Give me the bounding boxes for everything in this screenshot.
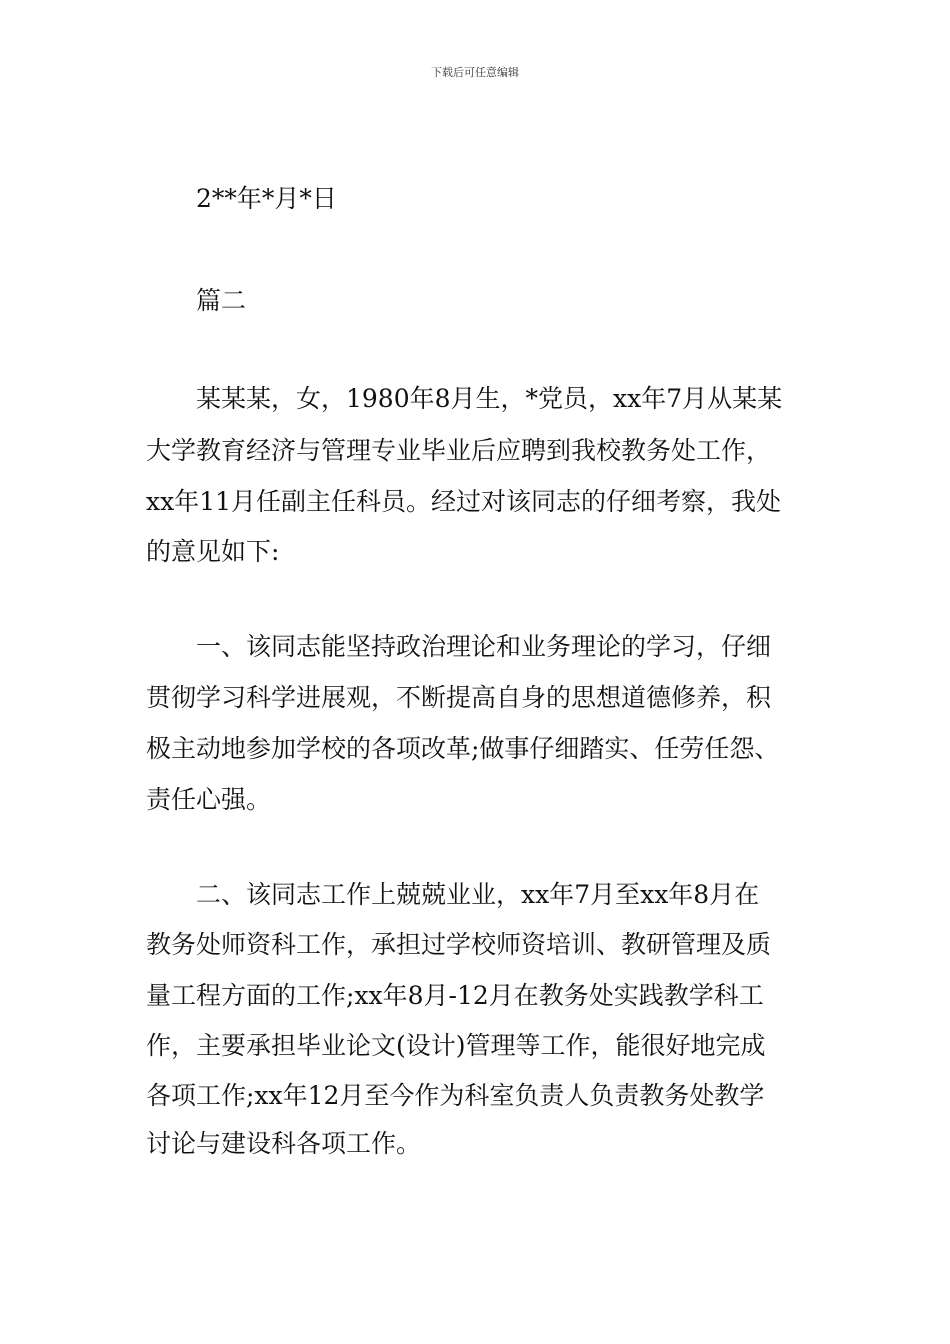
paragraph-line: 大学教育经济与管理专业毕业后应聘到我校教务处工作， [146, 436, 772, 465]
paragraph-line: 一、该同志能坚持政治理论和业务理论的学习，仔细 [196, 632, 772, 661]
paragraph-line: 讨论与建设科各项工作。 [146, 1129, 422, 1158]
paragraph-line: 某某某，女，1980年8月生，*党员，xx年7月从某某 [196, 384, 783, 413]
paragraph-line: 各项工作;xx年12月至今作为科室负责人负责教务处教学 [146, 1081, 765, 1110]
paragraph-line: 贯彻学习科学进展观，不断提高自身的思想道德修养，积 [146, 683, 772, 712]
paragraph-line: 教务处师资科工作，承担过学校师资培训、教研管理及质 [146, 930, 772, 959]
paragraph-line: 二、该同志工作上兢兢业业，xx年7月至xx年8月在 [196, 880, 760, 909]
paragraph-line: xx年11月任副主任科员。经过对该同志的仔细考察，我处 [146, 487, 782, 516]
section-title: 篇二 [196, 286, 247, 315]
paragraph-line: 的意见如下: [146, 537, 280, 566]
paragraph-line: 责任心强。 [146, 785, 272, 814]
paragraph-line: 量工程方面的工作;xx年8月-12月在教务处实践教学科工 [146, 981, 764, 1010]
date-line: 2**年*月*日 [196, 184, 337, 213]
paragraph-line: 极主动地参加学校的各项改革;做事仔细踏实、任劳任怨、 [146, 734, 780, 763]
page-header: 下载后可任意编辑 [431, 66, 519, 79]
paragraph-line: 作，主要承担毕业论文(设计)管理等工作，能很好地完成 [146, 1031, 766, 1060]
